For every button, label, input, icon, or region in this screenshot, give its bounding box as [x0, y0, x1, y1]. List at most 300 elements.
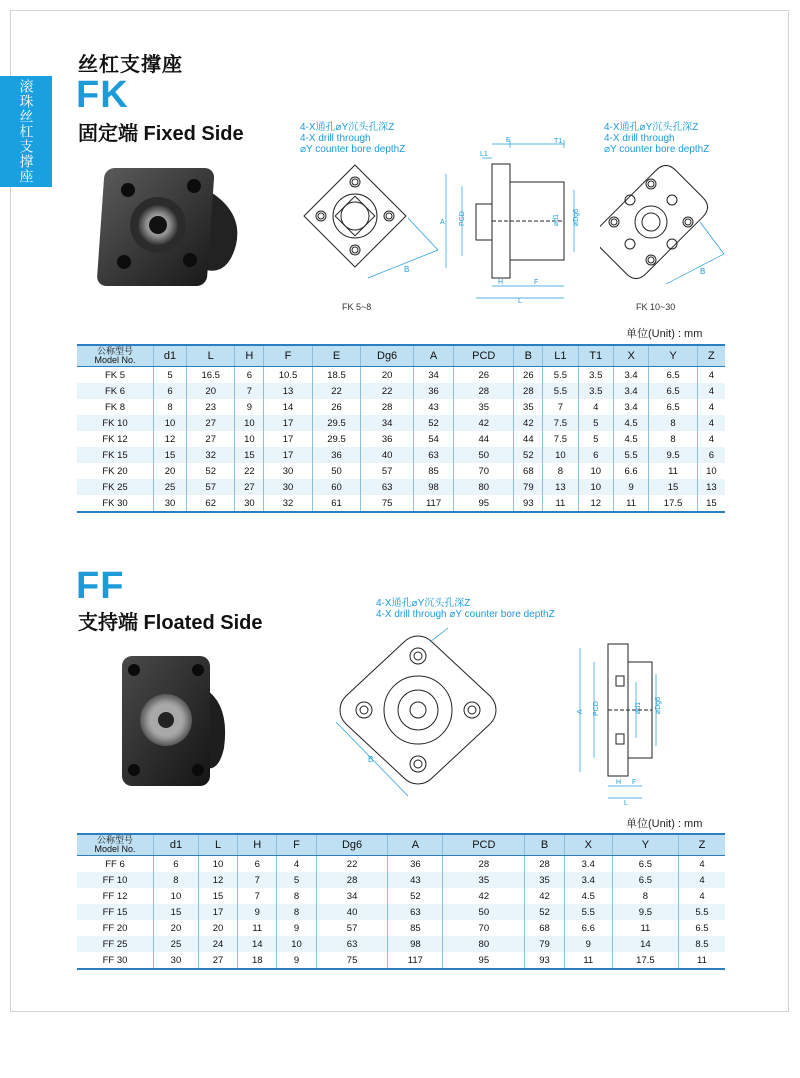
fk-t1-label: T1	[554, 138, 563, 145]
ff-header-cell: Y	[612, 834, 678, 856]
fk-header-cell: Z	[697, 345, 725, 367]
fk-header-cell: B	[514, 345, 543, 367]
fk-value-cell: 62	[186, 495, 235, 512]
fk-front-drawing-large	[600, 150, 730, 300]
fk-value-cell: 15	[154, 447, 187, 463]
ff-value-cell: 7	[238, 872, 277, 888]
ff-value-cell: 6.5	[612, 856, 678, 873]
ff-value-cell: 4	[699, 890, 705, 902]
ff-spec-table	[77, 833, 725, 970]
ff-value-cell: 8	[277, 904, 316, 920]
ff-value-cell: 5.5	[678, 904, 725, 920]
fk-value-cell: 54	[413, 431, 453, 447]
ff-value-cell: 28	[443, 856, 525, 873]
fk-value-cell: 20	[186, 383, 235, 399]
ff-dg6-label: ⌀Dg6	[655, 696, 662, 714]
ff-value-cell: 4	[277, 856, 316, 873]
ff-table-row	[77, 904, 725, 920]
ff-subtitle: 支持端 Floated Side	[78, 612, 263, 634]
fk-header-cell: L1	[543, 345, 578, 367]
fk-b-label-left: B	[404, 265, 410, 274]
fk-header-cell: d1	[154, 345, 187, 367]
fk-value-cell: 44	[514, 431, 543, 447]
ff-value-cell: 6.6	[564, 920, 612, 936]
ff-value-cell: 17.5	[612, 952, 678, 969]
fk-model-cell: FK 6	[77, 383, 154, 399]
fk-value-cell: 95	[454, 495, 514, 512]
fk-value-cell: 57	[361, 463, 414, 479]
fk-table-row	[77, 367, 725, 384]
fk-side-drawing	[436, 134, 586, 304]
ff-value-cell: 93	[525, 952, 564, 969]
fk-f-label: F	[534, 279, 539, 286]
fk-value-cell: 63	[361, 479, 414, 495]
ff-header-cell: d1	[154, 834, 199, 856]
fk-caption-small: FK 5~8	[342, 302, 372, 312]
fk-header-cell: Y	[649, 345, 698, 367]
ff-model-cell: FF 15	[77, 904, 154, 920]
fk-spec-table	[77, 344, 725, 513]
fk-value-cell: 32	[264, 495, 313, 512]
ff-code: FF	[76, 565, 125, 607]
fk-value-cell: 10	[154, 415, 187, 431]
ff-drill-note: 4-X通孔⌀Y沉头孔深Z 4-X drill through ⌀Y counter bore depthZ	[376, 598, 555, 620]
fk-value-cell: 34	[413, 367, 453, 384]
fk-value-cell: 27	[235, 479, 264, 495]
fk-value-cell: 29.5	[312, 415, 361, 431]
ff-value-cell: 95	[443, 952, 525, 969]
fk-value-cell: 22	[312, 383, 361, 399]
ff-value-cell: 4	[678, 872, 725, 888]
ff-value-cell: 27	[198, 952, 237, 969]
fk-value-cell: 4	[708, 369, 715, 381]
fk-header-cell: F	[264, 345, 313, 367]
ff-value-cell: 25	[154, 936, 199, 952]
fk-value-cell: 79	[514, 479, 543, 495]
fk-value-cell: 10	[706, 465, 717, 477]
ff-value-cell: 10	[198, 856, 237, 873]
ff-value-cell: 6.5	[612, 872, 678, 888]
ff-header-cell: Z	[678, 834, 725, 856]
fk-model-cell: FK 30	[77, 495, 154, 512]
fk-value-cell: 13	[543, 479, 578, 495]
ff-value-cell: 36	[388, 856, 443, 873]
ff-value-cell: 15	[198, 888, 237, 904]
fk-drill-note-right: 4-X通孔⌀Y沉头孔深Z 4-X drill through ⌀Y counter bore depthZ	[604, 122, 710, 155]
ff-table-row	[77, 888, 725, 904]
fk-model-cell: FK 12	[77, 431, 154, 447]
fk-value-cell: 12	[578, 495, 613, 512]
ff-value-cell: 35	[443, 872, 525, 888]
ff-value-cell: 68	[525, 920, 564, 936]
fk-value-cell: 8	[154, 399, 187, 415]
fk-header-cell: T1	[578, 345, 613, 367]
fk-value-cell: 22	[361, 383, 414, 399]
fk-value-cell: 7.5	[543, 415, 578, 431]
fk-value-cell: 27	[186, 431, 235, 447]
ff-table-row	[77, 872, 725, 888]
fk-value-cell: 14	[264, 399, 313, 415]
fk-value-cell: 15	[235, 447, 264, 463]
ff-value-cell: 18	[238, 952, 277, 969]
page-title: 丝杠支撑座	[78, 54, 183, 76]
fk-value-cell: 4	[578, 399, 613, 415]
ff-value-cell: 57	[316, 920, 388, 936]
ff-value-cell: 79	[525, 936, 564, 952]
ff-header-cell: 公称型号 Model No.	[77, 834, 154, 856]
ff-value-cell: 9	[238, 904, 277, 920]
fk-subtitle: 固定端 Fixed Side	[78, 123, 244, 145]
ff-value-cell: 11	[564, 952, 612, 969]
ff-model-cell: FF 30	[77, 952, 154, 969]
fk-table-row	[77, 415, 725, 431]
ff-value-cell: 9	[564, 936, 612, 952]
fk-table-row	[77, 479, 725, 495]
ff-table-row	[77, 920, 725, 936]
fk-value-cell: 4.5	[613, 431, 648, 447]
fk-header-cell: Dg6	[361, 345, 414, 367]
fk-value-cell: 75	[361, 495, 414, 512]
ff-side-drawing	[572, 636, 682, 806]
fk-value-cell: 6	[578, 447, 613, 463]
fk-value-cell: 28	[361, 399, 414, 415]
ff-b-label: B	[368, 755, 374, 764]
fk-value-cell: 10	[578, 479, 613, 495]
side-category-tab[interactable]: 滚珠丝杠支撑座	[0, 76, 52, 187]
ff-value-cell: 6	[154, 856, 199, 873]
fk-value-cell: 29.5	[312, 431, 361, 447]
fk-value-cell: 12	[154, 431, 187, 447]
fk-header-cell: H	[235, 345, 264, 367]
ff-value-cell: 70	[443, 920, 525, 936]
fk-value-cell: 30	[154, 495, 187, 512]
fk-drill-note-left: 4-X通孔⌀Y沉头孔深Z 4-X drill through ⌀Y counter bore depthZ	[300, 122, 406, 155]
ff-value-cell: 8	[154, 872, 199, 888]
fk-value-cell: 34	[361, 415, 414, 431]
fk-table-row	[77, 463, 725, 479]
fk-value-cell: 36	[361, 431, 414, 447]
ff-value-cell: 6	[238, 856, 277, 873]
fk-value-cell: 6.5	[649, 383, 698, 399]
fk-value-cell: 23	[186, 399, 235, 415]
fk-model-cell: FK 5	[77, 367, 154, 384]
ff-header-cell: H	[238, 834, 277, 856]
fk-value-cell: 50	[312, 463, 361, 479]
fk-value-cell: 3.5	[578, 367, 613, 384]
fk-product-photo	[96, 150, 244, 300]
fk-value-cell: 52	[186, 463, 235, 479]
fk-value-cell: 17	[264, 431, 313, 447]
fk-e-label: E	[506, 137, 511, 144]
fk-value-cell: 50	[454, 447, 514, 463]
fk-value-cell: 11	[543, 495, 578, 512]
fk-code: FK	[76, 74, 129, 116]
ff-value-cell: 20	[154, 920, 199, 936]
ff-value-cell: 52	[525, 904, 564, 920]
fk-value-cell: 60	[312, 479, 361, 495]
ff-model-cell: FF 25	[77, 936, 154, 952]
ff-value-cell: 17	[198, 904, 237, 920]
fk-header-cell: L	[186, 345, 235, 367]
ff-h-label: H	[616, 779, 622, 786]
fk-value-cell: 7	[235, 383, 264, 399]
fk-header-cell: 公称型号 Model No.	[77, 345, 154, 367]
fk-value-cell: 25	[154, 479, 187, 495]
fk-value-cell: 5.5	[613, 447, 648, 463]
fk-value-cell: 93	[514, 495, 543, 512]
fk-value-cell: 28	[514, 383, 543, 399]
ff-value-cell: 98	[388, 936, 443, 952]
fk-table-row	[77, 495, 725, 512]
fk-value-cell: 4.5	[613, 415, 648, 431]
fk-value-cell: 42	[454, 415, 514, 431]
ff-header-cell: B	[525, 834, 564, 856]
ff-value-cell: 85	[388, 920, 443, 936]
fk-value-cell: 9	[235, 399, 264, 415]
fk-value-cell: 16.5	[186, 367, 235, 384]
fk-header-cell: E	[312, 345, 361, 367]
fk-header-cell: X	[613, 345, 648, 367]
ff-value-cell: 14	[612, 936, 678, 952]
ff-value-cell: 117	[388, 952, 443, 969]
ff-d1-label: ⌀d1	[635, 701, 642, 714]
fk-value-cell: 44	[454, 431, 514, 447]
ff-value-cell: 8	[277, 888, 316, 904]
fk-unit-label: 单位(Unit) : mm	[626, 328, 703, 340]
ff-value-cell: 3.4	[564, 856, 612, 873]
fk-value-cell: 20	[154, 463, 187, 479]
ff-value-cell: 3.4	[564, 872, 612, 888]
ff-table-row	[77, 856, 725, 873]
fk-value-cell: 61	[312, 495, 361, 512]
fk-value-cell: 8	[649, 415, 698, 431]
fk-value-cell: 20	[361, 367, 414, 384]
ff-value-cell: 63	[316, 936, 388, 952]
ff-header-cell: X	[564, 834, 612, 856]
fk-value-cell: 6	[154, 383, 187, 399]
fk-model-cell: FK 10	[77, 415, 154, 431]
fk-table-header-row	[77, 345, 725, 367]
fk-value-cell: 98	[413, 479, 453, 495]
fk-value-cell: 5	[578, 415, 613, 431]
ff-value-cell: 80	[443, 936, 525, 952]
fk-value-cell: 9	[613, 479, 648, 495]
fk-value-cell: 6.6	[613, 463, 648, 479]
ff-value-cell: 4.5	[564, 888, 612, 904]
fk-value-cell: 80	[454, 479, 514, 495]
fk-value-cell: 8	[649, 431, 698, 447]
fk-value-cell: 35	[514, 399, 543, 415]
ff-header-cell: F	[277, 834, 316, 856]
ff-value-cell: 34	[316, 888, 388, 904]
ff-pcd-label: PCD	[593, 701, 600, 716]
fk-value-cell: 52	[413, 415, 453, 431]
ff-value-cell: 30	[154, 952, 199, 969]
ff-header-cell: A	[388, 834, 443, 856]
ff-value-cell: 9	[277, 952, 316, 969]
fk-model-cell: FK 8	[77, 399, 154, 415]
fk-value-cell: 10	[578, 463, 613, 479]
ff-value-cell: 5.5	[564, 904, 612, 920]
fk-value-cell: 17	[264, 447, 313, 463]
ff-value-cell: 11	[238, 920, 277, 936]
fk-value-cell: 26	[454, 367, 514, 384]
ff-value-cell: 8.5	[678, 936, 725, 952]
fk-value-cell: 6.5	[649, 399, 698, 415]
ff-value-cell: 10	[154, 888, 199, 904]
fk-b-label-right: B	[700, 267, 706, 276]
fk-value-cell: 57	[186, 479, 235, 495]
fk-value-cell: 52	[514, 447, 543, 463]
fk-value-cell: 70	[454, 463, 514, 479]
fk-l-label: L	[518, 298, 522, 304]
ff-value-cell: 28	[316, 872, 388, 888]
fk-value-cell: 3.4	[613, 383, 648, 399]
fk-value-cell: 30	[235, 495, 264, 512]
fk-l1-label: L1	[480, 151, 488, 158]
fk-front-drawing-small	[298, 150, 448, 300]
fk-value-cell: 3.4	[613, 367, 648, 384]
fk-table-row	[77, 447, 725, 463]
fk-value-cell: 26	[312, 399, 361, 415]
ff-table-header-row	[77, 834, 725, 856]
fk-value-cell: 5	[578, 431, 613, 447]
ff-value-cell: 10	[277, 936, 316, 952]
fk-value-cell: 36	[413, 383, 453, 399]
fk-table-row	[77, 383, 725, 399]
fk-value-cell: 85	[413, 463, 453, 479]
fk-value-cell: 7	[543, 399, 578, 415]
fk-model-cell: FK 25	[77, 479, 154, 495]
ff-value-cell: 52	[388, 888, 443, 904]
fk-value-cell: 6.5	[649, 367, 698, 384]
ff-value-cell: 11	[678, 952, 725, 969]
fk-caption-large: FK 10~30	[636, 302, 676, 312]
fk-value-cell: 28	[454, 383, 514, 399]
fk-value-cell: 36	[312, 447, 361, 463]
ff-a-label: A	[577, 709, 584, 714]
ff-product-photo	[116, 648, 234, 796]
fk-value-cell: 7.5	[543, 431, 578, 447]
fk-value-cell: 5.5	[543, 383, 578, 399]
ff-value-cell: 15	[154, 904, 199, 920]
fk-value-cell: 43	[413, 399, 453, 415]
fk-value-cell: 27	[186, 415, 235, 431]
ff-value-cell: 28	[525, 856, 564, 873]
ff-table-row	[77, 936, 725, 952]
fk-value-cell: 42	[514, 415, 543, 431]
ff-value-cell: 14	[238, 936, 277, 952]
fk-value-cell: 32	[186, 447, 235, 463]
fk-value-cell: 13	[697, 479, 725, 495]
fk-value-cell: 11	[613, 495, 648, 512]
ff-value-cell: 50	[443, 904, 525, 920]
fk-pcd-label: PCD	[459, 211, 466, 226]
ff-value-cell: 24	[198, 936, 237, 952]
fk-a-label: A	[440, 219, 445, 226]
fk-value-cell: 15	[697, 495, 725, 512]
ff-value-cell: 5	[277, 872, 316, 888]
ff-header-cell: L	[198, 834, 237, 856]
fk-table-row	[77, 399, 725, 415]
ff-model-cell: FF 10	[77, 872, 154, 888]
ff-header-cell: Dg6	[316, 834, 388, 856]
fk-value-cell: 10	[235, 431, 264, 447]
ff-value-cell: 40	[316, 904, 388, 920]
fk-value-cell: 10	[543, 447, 578, 463]
fk-value-cell: 6	[235, 367, 264, 384]
ff-value-cell: 8	[612, 888, 678, 904]
fk-value-cell: 3.5	[578, 383, 613, 399]
fk-value-cell: 13	[264, 383, 313, 399]
fk-value-cell: 5	[154, 367, 187, 384]
fk-value-cell: 63	[413, 447, 453, 463]
ff-front-drawing	[330, 626, 520, 806]
fk-value-cell: 26	[514, 367, 543, 384]
fk-h-label: H	[498, 279, 504, 286]
ff-value-cell: 9	[277, 920, 316, 936]
ff-f-label: F	[632, 779, 637, 786]
ff-value-cell: 22	[316, 856, 388, 873]
ff-table-row	[77, 952, 725, 969]
ff-value-cell: 20	[198, 920, 237, 936]
ff-value-cell: 6.5	[695, 922, 709, 934]
fk-value-cell: 15	[649, 479, 698, 495]
fk-value-cell: 6	[697, 447, 725, 463]
ff-value-cell: 9.5	[612, 904, 678, 920]
ff-value-cell: 35	[525, 872, 564, 888]
fk-value-cell: 117	[413, 495, 453, 512]
ff-value-cell: 75	[316, 952, 388, 969]
fk-value-cell: 3.4	[613, 399, 648, 415]
fk-value-cell: 9.5	[649, 447, 698, 463]
fk-dg6-label: ⌀Dg6	[573, 208, 580, 226]
ff-value-cell: 11	[612, 920, 678, 936]
ff-model-cell: FF 20	[77, 920, 154, 936]
ff-value-cell: 43	[388, 872, 443, 888]
fk-value-cell: 17.5	[649, 495, 698, 512]
fk-header-cell: A	[413, 345, 453, 367]
ff-header-cell: PCD	[443, 834, 525, 856]
fk-value-cell: 5.5	[543, 367, 578, 384]
fk-value-cell: 4	[697, 383, 725, 399]
fk-value-cell: 8	[543, 463, 578, 479]
fk-table-row	[77, 431, 725, 447]
ff-value-cell: 4	[699, 858, 705, 870]
ff-model-cell: FF 12	[77, 888, 154, 904]
fk-value-cell: 22	[235, 463, 264, 479]
fk-value-cell: 35	[454, 399, 514, 415]
fk-header-cell: PCD	[454, 345, 514, 367]
ff-l-label: L	[624, 800, 628, 806]
ff-value-cell: 63	[388, 904, 443, 920]
fk-value-cell: 18.5	[312, 367, 361, 384]
fk-value-cell: 68	[514, 463, 543, 479]
fk-value-cell: 4	[708, 401, 715, 413]
fk-value-cell: 4	[697, 415, 725, 431]
ff-value-cell: 12	[198, 872, 237, 888]
fk-value-cell: 10	[235, 415, 264, 431]
fk-d1-label: ⌀d1	[553, 213, 560, 226]
fk-value-cell: 30	[264, 479, 313, 495]
fk-value-cell: 17	[264, 415, 313, 431]
ff-value-cell: 42	[525, 888, 564, 904]
ff-value-cell: 42	[443, 888, 525, 904]
fk-value-cell: 30	[264, 463, 313, 479]
fk-value-cell: 4	[708, 433, 715, 445]
fk-value-cell: 40	[361, 447, 414, 463]
fk-value-cell: 10.5	[264, 367, 313, 384]
